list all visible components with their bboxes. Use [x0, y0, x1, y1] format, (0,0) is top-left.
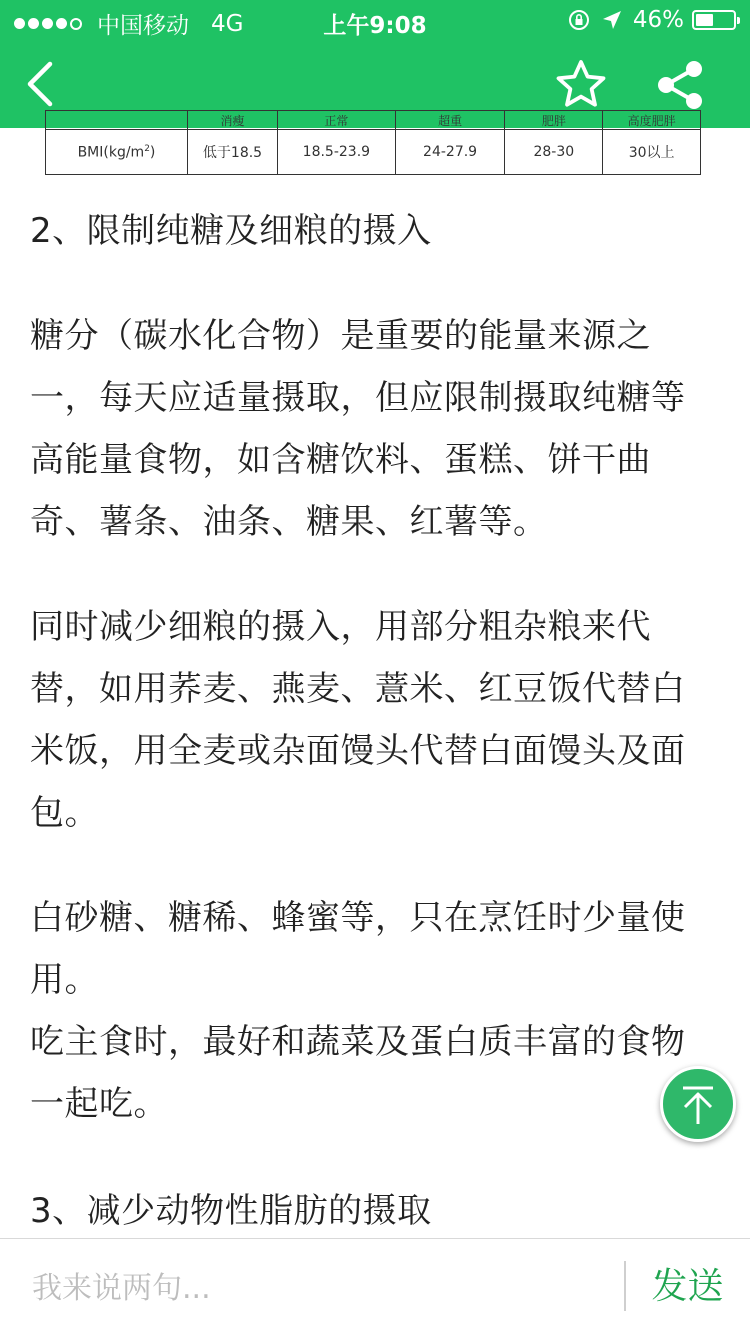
- paragraph-line: 一，每天应适量摄取，但应限制摄取纯糖等: [30, 378, 686, 418]
- paragraph-line: 米饭，用全麦或杂面馒头代替白面馒头及面: [30, 731, 686, 771]
- section-heading: 2、限制纯糖及细粮的摄入: [30, 211, 432, 251]
- rotation-lock-icon: [567, 8, 591, 32]
- network-type: 4G: [211, 10, 244, 37]
- arrow-up-icon: [663, 1069, 733, 1139]
- share-icon: [648, 54, 710, 116]
- table-cell: 低于18.5: [187, 130, 277, 175]
- back-button[interactable]: [14, 54, 74, 114]
- section-heading: 3、减少动物性脂肪的摄取: [30, 1191, 432, 1231]
- share-button[interactable]: [648, 54, 710, 116]
- table-cell: 18.5-23.9: [278, 130, 396, 175]
- paragraph-line: 白砂糖、糖稀、蜂蜜等，只在烹饪时少量使: [30, 898, 686, 938]
- paragraph-line: 糖分（碳水化合物）是重要的能量来源之: [30, 316, 651, 356]
- carrier-name: 中国移动: [97, 13, 189, 39]
- paragraph-line: 奇、薯条、油条、糖果、红薯等。: [30, 502, 548, 542]
- table-cell: 30以上: [603, 130, 701, 175]
- paragraph-line: 吃主食时，最好和蔬菜及蛋白质丰富的食物: [30, 1022, 686, 1062]
- chevron-left-icon: [14, 54, 74, 114]
- paragraph: [30, 887, 730, 1135]
- location-arrow-icon: [601, 9, 623, 31]
- paragraph-line: 替，如用荞麦、燕麦、薏米、红豆饭代替白: [30, 669, 686, 709]
- comment-bar: [0, 1238, 750, 1335]
- table-header-cell: 正常: [278, 111, 396, 130]
- battery-percent: 46%: [632, 7, 684, 33]
- paragraph: [30, 596, 730, 844]
- paragraph-line: 同时减少细粮的摄入，用部分粗杂粮来代: [30, 607, 651, 647]
- favorite-button[interactable]: [550, 54, 612, 116]
- status-time: 上午9:08: [323, 13, 427, 39]
- divider: [624, 1261, 626, 1311]
- paragraph-line: 包。: [30, 793, 99, 833]
- table-row: [46, 130, 701, 175]
- star-icon: [550, 54, 612, 116]
- bmi-table: [45, 113, 701, 174]
- table-header-row: [46, 111, 701, 130]
- paragraph-line: 一起吃。: [30, 1084, 168, 1124]
- paragraph-line: 高能量食物，如含糖饮料、蛋糕、饼干曲: [30, 440, 651, 480]
- table-cell: 28-30: [505, 130, 603, 175]
- paragraph: [30, 305, 730, 553]
- table-row-label: $BMI(kg/m^2)$: [46, 130, 188, 175]
- status-bar: [0, 0, 750, 40]
- table-header-cell: 高度肥胖: [603, 111, 701, 130]
- scroll-to-top-button[interactable]: [660, 1066, 736, 1142]
- comment-input[interactable]: [30, 1257, 604, 1319]
- table-header-cell: 消瘦: [187, 111, 277, 130]
- table-cell: 24-27.9: [395, 130, 505, 175]
- app-header: [0, 0, 750, 128]
- table-header-cell: 肥胖: [505, 111, 603, 130]
- table-header-cell: 超重: [395, 111, 505, 130]
- send-button[interactable]: 发送: [651, 1266, 724, 1307]
- paragraph-line: 用。: [30, 960, 99, 1000]
- battery-icon: [692, 10, 736, 30]
